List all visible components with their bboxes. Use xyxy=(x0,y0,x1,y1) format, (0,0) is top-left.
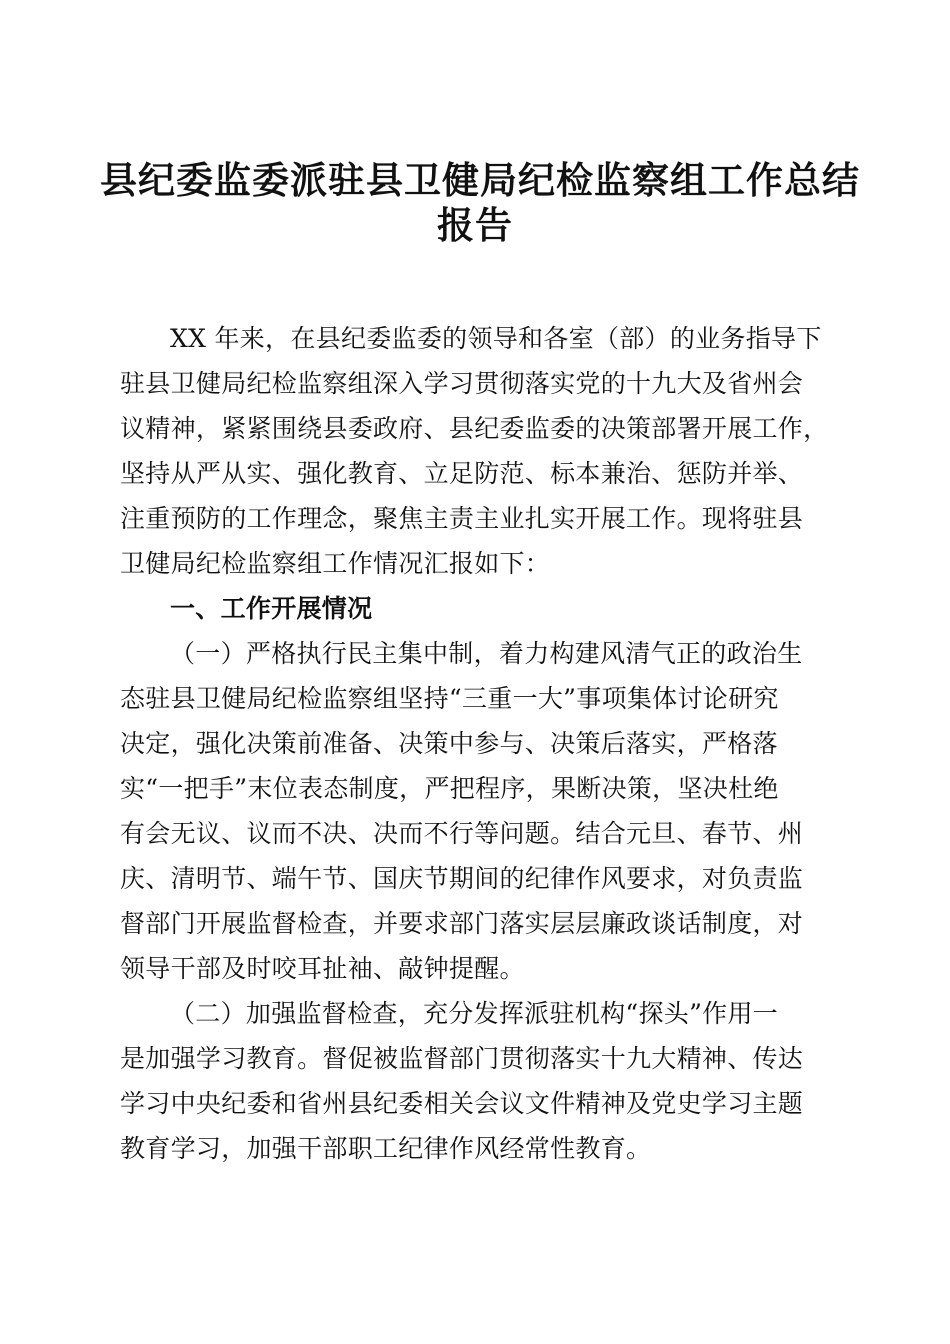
paragraph-line: 是加强学习教育。督促被监督部门贯彻落实十九大精神、传达 xyxy=(120,1044,804,1073)
paragraph-line: 督部门开展监督检查，并要求部门落实层层廉政谈话制度，对 xyxy=(120,909,804,938)
paragraph-line: （二）加强监督检查，充分发挥派驻机构“探头”作用一 xyxy=(170,999,779,1028)
paragraph-line: 决定，强化决策前准备、决策中参与、决策后落实，严格落 xyxy=(120,729,778,758)
paragraph-line: 庆、清明节、端午节、国庆节期间的纪律作风要求，对负责监 xyxy=(120,864,804,893)
paragraph-line: 实“一把手”末位表态制度，严把程序，果断决策，坚决杜绝 xyxy=(120,774,779,803)
section-heading: 一、工作开展情况 xyxy=(170,594,373,623)
paragraph-line: 议精神，紧紧围绕县委政府、县纪委监委的决策部署开展工作， xyxy=(120,414,829,443)
paragraph-line: 态驻县卫健局纪检监察组坚持“三重一大”事项集体讨论研究 xyxy=(120,684,779,713)
paragraph-line: 领导干部及时咬耳扯袖、敲钟提醒。 xyxy=(120,954,525,983)
paragraph-line: 卫健局纪检监察组工作情况汇报如下： xyxy=(120,549,551,578)
paragraph-line: 学习中央纪委和省州县纪委相关会议文件精神及党史学习主题 xyxy=(120,1089,804,1118)
paragraph-line: XX 年来，在县纪委监委的领导和各室（部）的业务指导下 xyxy=(170,324,822,353)
paragraph-line: 教育学习，加强干部职工纪律作风经常性教育。 xyxy=(120,1134,652,1163)
paragraph-line: 注重预防的工作理念，聚焦主责主业扎实开展工作。现将驻县 xyxy=(120,504,804,533)
document-title-line-2: 报告 xyxy=(437,203,513,247)
paragraph-line: 有会无议、议而不决、决而不行等问题。结合元旦、春节、州 xyxy=(120,819,804,848)
document-title-line-1: 县纪委监委派驻县卫健局纪检监察组工作总结 xyxy=(100,158,860,202)
paragraph-line: 坚持从严从实、强化教育、立足防范、标本兼治、惩防并举、 xyxy=(120,459,804,488)
paragraph-line: （一）严格执行民主集中制，着力构建风清气正的政治生 xyxy=(170,639,803,668)
paragraph-line: 驻县卫健局纪检监察组深入学习贯彻落实党的十九大及省州会 xyxy=(120,369,804,398)
